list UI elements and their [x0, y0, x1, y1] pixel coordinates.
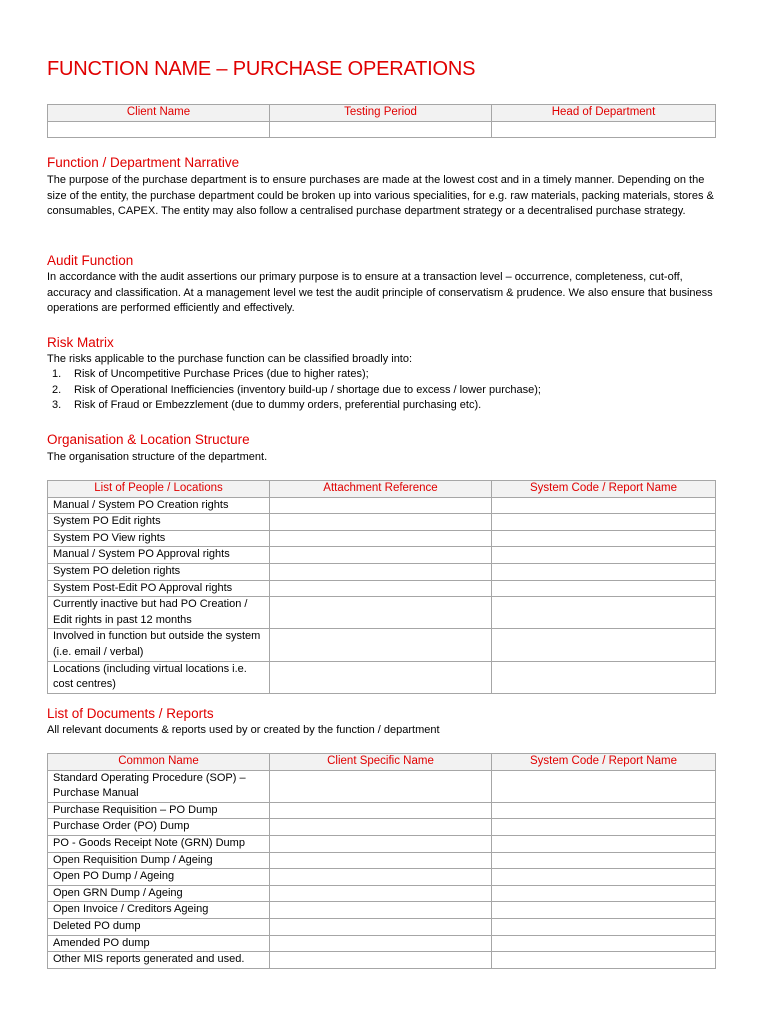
table-row	[48, 869, 716, 886]
list-item: 2. Risk of Operational Inefficiencies (inventory build-up / shortage due to excess / lower purchase);	[52, 383, 541, 396]
entry-cell[interactable]	[492, 629, 716, 661]
entry-cell[interactable]	[270, 835, 492, 852]
row-label-cell: Deleted PO dump	[48, 918, 270, 935]
column-header: Head of Department	[492, 105, 716, 122]
entry-cell[interactable]	[270, 547, 492, 564]
narrative-body: The purpose of the purchase department is to ensure purchases are made at the lowest cost and in a timely manner. Depending on the size of the entity, the purchase department could be broken up into various specialities, for e.g. raw materials, packing materials, stores & consumables, CAPEX. The entity may also follow a centralised purchase department strategy or a decentralised purchase strategy.	[47, 174, 714, 218]
table-row	[48, 770, 716, 802]
entry-cell[interactable]	[270, 530, 492, 547]
row-label-cell: Other MIS reports generated and used.	[48, 952, 270, 969]
entry-cell[interactable]	[270, 514, 492, 531]
entry-cell[interactable]	[492, 514, 716, 531]
entry-cell[interactable]	[492, 852, 716, 869]
table-row	[48, 802, 716, 819]
row-label-cell: Manual / System PO Creation rights	[48, 497, 270, 514]
table-row	[48, 597, 716, 629]
entry-cell[interactable]	[492, 580, 716, 597]
entry-cell[interactable]	[492, 770, 716, 802]
table-row	[48, 902, 716, 919]
row-label-cell: Purchase Requisition – PO Dump	[48, 802, 270, 819]
entry-cell[interactable]	[270, 580, 492, 597]
entry-cell[interactable]	[492, 902, 716, 919]
table-row	[48, 885, 716, 902]
column-header: System Code / Report Name	[492, 481, 716, 498]
entry-cell[interactable]	[270, 902, 492, 919]
list-item: 3. Risk of Fraud or Embezzlement (due to dummy orders, preferential purchasing etc).	[52, 399, 482, 412]
row-label-cell: PO - Goods Receipt Note (GRN) Dump	[48, 835, 270, 852]
entry-cell[interactable]	[492, 530, 716, 547]
org-intro: The organisation structure of the department.	[47, 451, 268, 463]
row-label-cell: Locations (including virtual locations i.e. cost centres)	[48, 661, 270, 693]
entry-cell[interactable]	[492, 885, 716, 902]
table-row	[48, 580, 716, 597]
table-row	[48, 547, 716, 564]
entry-cell[interactable]	[270, 852, 492, 869]
entry-cell[interactable]	[270, 819, 492, 836]
narrative-heading: Function / Department Narrative	[47, 155, 240, 170]
entry-cell[interactable]	[492, 547, 716, 564]
org-heading: Organisation & Location Structure	[47, 432, 250, 447]
row-label-cell: Involved in function but outside the system (i.e. email / verbal)	[48, 629, 270, 661]
row-label-cell: Manual / System PO Approval rights	[48, 547, 270, 564]
column-header: Attachment Reference	[270, 481, 492, 498]
row-label-cell: System PO Edit rights	[48, 514, 270, 531]
risk-heading: Risk Matrix	[47, 335, 114, 350]
row-label-cell: System Post-Edit PO Approval rights	[48, 580, 270, 597]
table-row	[48, 563, 716, 580]
column-header: List of People / Locations	[48, 481, 270, 498]
row-label-cell: Open PO Dump / Ageing	[48, 869, 270, 886]
entry-cell[interactable]	[270, 661, 492, 693]
table-row	[48, 497, 716, 514]
table-row	[48, 819, 716, 836]
entry-cell[interactable]	[270, 918, 492, 935]
entry-cell[interactable]	[492, 952, 716, 969]
entry-cell[interactable]	[270, 770, 492, 802]
column-header: Client Name	[48, 105, 270, 122]
docs-table	[47, 753, 716, 969]
entry-cell[interactable]	[492, 869, 716, 886]
entry-cell[interactable]	[270, 885, 492, 902]
header-table	[47, 104, 716, 138]
row-label-cell: Purchase Order (PO) Dump	[48, 819, 270, 836]
entry-cell[interactable]	[492, 835, 716, 852]
audit-body: In accordance with the audit assertions our primary purpose is to ensure at a transaction level – occurrence, completeness, cut-off, accuracy and classification. At a management level we test the audit principle of conservatism & prudence. We also ensure that business operations are performed efficiently and effectively.	[47, 271, 713, 315]
table-row	[48, 514, 716, 531]
entry-cell[interactable]	[492, 918, 716, 935]
row-label-cell: System PO deletion rights	[48, 563, 270, 580]
row-label-cell: Amended PO dump	[48, 935, 270, 952]
entry-cell[interactable]	[270, 497, 492, 514]
entry-cell[interactable]	[270, 869, 492, 886]
entry-cell[interactable]	[270, 935, 492, 952]
column-header: Client Specific Name	[270, 754, 492, 771]
org-table	[47, 480, 716, 694]
entry-cell[interactable]	[492, 802, 716, 819]
row-label-cell: Open GRN Dump / Ageing	[48, 885, 270, 902]
entry-cell[interactable]	[492, 563, 716, 580]
column-header: Testing Period	[270, 105, 492, 122]
testing-period-cell[interactable]	[270, 121, 492, 137]
audit-heading: Audit Function	[47, 253, 134, 268]
table-row	[48, 918, 716, 935]
row-label-cell: System PO View rights	[48, 530, 270, 547]
column-header: Common Name	[48, 754, 270, 771]
head-of-department-cell[interactable]	[492, 121, 716, 137]
docs-heading: List of Documents / Reports	[47, 706, 214, 721]
table-row	[48, 661, 716, 693]
docs-intro: All relevant documents & reports used by or created by the function / department	[47, 724, 440, 736]
table-row	[48, 852, 716, 869]
entry-cell[interactable]	[492, 819, 716, 836]
table-row	[48, 835, 716, 852]
row-label-cell: Standard Operating Procedure (SOP) – Purchase Manual	[48, 770, 270, 802]
entry-cell[interactable]	[492, 935, 716, 952]
table-row	[48, 530, 716, 547]
entry-cell[interactable]	[270, 563, 492, 580]
column-header: System Code / Report Name	[492, 754, 716, 771]
entry-cell[interactable]	[492, 497, 716, 514]
page-title: FUNCTION NAME – PURCHASE OPERATIONS	[47, 58, 476, 80]
entry-cell[interactable]	[270, 597, 492, 629]
risk-intro: The risks applicable to the purchase function can be classified broadly into:	[47, 353, 413, 365]
row-label-cell: Open Requisition Dump / Ageing	[48, 852, 270, 869]
list-item: 1. Risk of Uncompetitive Purchase Prices (due to higher rates);	[52, 368, 369, 380]
entry-cell[interactable]	[492, 597, 716, 629]
client-name-cell[interactable]	[48, 121, 270, 137]
row-label-cell: Currently inactive but had PO Creation / Edit rights in past 12 months	[48, 597, 270, 629]
table-row	[48, 935, 716, 952]
entry-cell[interactable]	[270, 952, 492, 969]
entry-cell[interactable]	[270, 629, 492, 661]
risk-list	[47, 367, 715, 414]
table-row	[48, 952, 716, 969]
row-label-cell: Open Invoice / Creditors Ageing	[48, 902, 270, 919]
entry-cell[interactable]	[270, 802, 492, 819]
table-row	[48, 629, 716, 661]
entry-cell[interactable]	[492, 661, 716, 693]
